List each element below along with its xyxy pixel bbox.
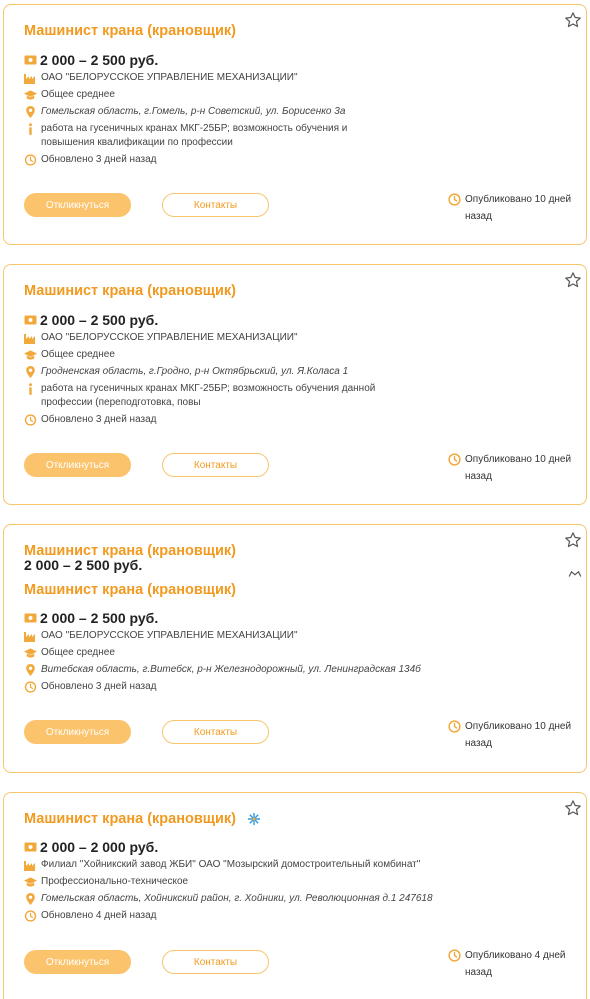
salary-value: 2 000 – 2 500 руб. bbox=[40, 610, 159, 626]
graduation-cap-icon bbox=[24, 349, 37, 361]
vacancy-card[interactable] bbox=[3, 264, 587, 505]
updated-text: Обновлено 3 дней назад bbox=[41, 681, 157, 692]
vacancy-title-text: Машинист крана (крановщик) bbox=[24, 811, 236, 827]
clock-icon bbox=[448, 193, 461, 206]
star-icon[interactable] bbox=[564, 11, 582, 29]
respond-button[interactable]: Откликнуться bbox=[24, 453, 131, 477]
company-name: ОАО "БЕЛОРУССКОЕ УПРАВЛЕНИЕ МЕХАНИЗАЦИИ" bbox=[41, 332, 298, 343]
company-row bbox=[24, 71, 424, 85]
published-info bbox=[448, 191, 583, 225]
money-icon bbox=[24, 842, 37, 852]
location-pin-icon bbox=[24, 893, 37, 905]
published-text: Опубликовано 4 дней назад bbox=[465, 950, 566, 978]
education: Общее среднее bbox=[41, 89, 115, 100]
factory-icon bbox=[24, 630, 37, 642]
clock-icon bbox=[24, 910, 37, 922]
money-icon bbox=[24, 315, 37, 325]
address: Гомельская область, Хойникский район, г. Хойники, ул. Революционная д.1 247618 bbox=[41, 893, 433, 904]
company-row bbox=[24, 629, 424, 643]
updated-text: Обновлено 3 дней назад bbox=[41, 154, 157, 165]
address: Гродненская область, г.Гродно, р-н Октябрьский, ул. Я.Коласа 1 bbox=[41, 366, 349, 377]
clock-icon bbox=[448, 949, 461, 962]
factory-icon bbox=[24, 859, 37, 871]
graduation-cap-icon bbox=[24, 89, 37, 101]
salary-value: 2 000 – 2 000 руб. bbox=[40, 839, 159, 855]
company-name: Филиал "Хойникский завод ЖБИ" ОАО "Мозырский домостроительный комбинат" bbox=[41, 859, 421, 870]
published-info bbox=[448, 718, 583, 752]
info-icon bbox=[24, 123, 37, 135]
education: Общее среднее bbox=[41, 349, 115, 360]
updated-row bbox=[24, 909, 424, 923]
vacancy-card[interactable] bbox=[3, 524, 587, 773]
education-row bbox=[24, 646, 424, 660]
updated-row bbox=[24, 153, 424, 167]
address: Гомельская область, г.Гомель, р-н Советский, ул. Борисенко 3а bbox=[41, 106, 346, 117]
salary bbox=[24, 610, 158, 626]
clock-icon bbox=[448, 720, 461, 733]
respond-button[interactable]: Откликнуться bbox=[24, 720, 131, 744]
education-row bbox=[24, 348, 424, 362]
contacts-button[interactable]: Контакты bbox=[162, 720, 269, 744]
clock-icon bbox=[24, 154, 37, 166]
job-info: работа на гусеничных кранах МКГ-25БР; возможность обучения и повышения квалификации по профессии bbox=[41, 123, 348, 148]
address: Витебская область, г.Витебск, р-н Железнодорожный, ул. Ленинградская 134б bbox=[41, 664, 421, 675]
published-info bbox=[448, 947, 583, 981]
star-icon[interactable] bbox=[564, 799, 582, 817]
salary-fragment: 2 000 – 2 500 руб. bbox=[24, 557, 143, 573]
job-info: работа на гусеничных кранах МКГ-25БР; возможность обучения данной профессии (переподготовка, повы bbox=[41, 383, 376, 408]
contacts-button[interactable]: Контакты bbox=[162, 453, 269, 477]
address-row bbox=[24, 365, 424, 379]
vacancy-title[interactable]: Машинист крана (крановщик) bbox=[24, 543, 236, 559]
vacancy-title[interactable]: Машинист крана (крановщик) bbox=[24, 23, 236, 39]
vacancy-card[interactable] bbox=[3, 792, 587, 999]
money-icon bbox=[24, 613, 37, 623]
published-info bbox=[448, 451, 583, 485]
company-name: ОАО "БЕЛОРУССКОЕ УПРАВЛЕНИЕ МЕХАНИЗАЦИИ" bbox=[41, 72, 298, 83]
company-row bbox=[24, 858, 544, 872]
money-icon bbox=[24, 55, 37, 65]
updated-row bbox=[24, 413, 424, 427]
location-pin-icon bbox=[24, 366, 37, 378]
clock-icon bbox=[24, 681, 37, 693]
salary bbox=[24, 839, 158, 855]
location-pin-icon bbox=[24, 106, 37, 118]
address-row bbox=[24, 663, 424, 677]
contacts-button[interactable]: Контакты bbox=[162, 950, 269, 974]
respond-button[interactable]: Откликнуться bbox=[24, 950, 131, 974]
education-row bbox=[24, 88, 424, 102]
salary-value: 2 000 – 2 500 руб. bbox=[40, 312, 159, 328]
vacancy-title[interactable]: Машинист крана (крановщик) bbox=[24, 283, 236, 299]
star-icon[interactable] bbox=[564, 271, 582, 289]
updated-row bbox=[24, 680, 424, 694]
updated-text: Обновлено 4 дней назад bbox=[41, 910, 157, 921]
salary-value: 2 000 – 2 500 руб. bbox=[40, 52, 159, 68]
location-pin-icon bbox=[24, 664, 37, 676]
updated-text: Обновлено 3 дней назад bbox=[41, 414, 157, 425]
star-icon[interactable] bbox=[564, 531, 582, 549]
education-row bbox=[24, 875, 424, 889]
salary bbox=[24, 52, 158, 68]
published-text: Опубликовано 10 дней назад bbox=[465, 194, 572, 222]
salary bbox=[24, 312, 158, 328]
info-row bbox=[24, 122, 399, 150]
company-name: ОАО "БЕЛОРУССКОЕ УПРАВЛЕНИЕ МЕХАНИЗАЦИИ" bbox=[41, 630, 298, 641]
sparkle-icon bbox=[248, 813, 260, 825]
vacancy-title[interactable] bbox=[24, 811, 260, 827]
education: Профессионально-техническое bbox=[41, 876, 189, 887]
company-row bbox=[24, 331, 424, 345]
info-icon bbox=[24, 383, 37, 395]
address-row bbox=[24, 892, 544, 906]
graduation-cap-icon bbox=[24, 876, 37, 888]
vacancy-title-overlap[interactable]: Машинист крана (крановщик) bbox=[24, 582, 236, 598]
published-text: Опубликовано 10 дней назад bbox=[465, 454, 572, 482]
published-text: Опубликовано 10 дней назад bbox=[465, 721, 572, 749]
education: Общее среднее bbox=[41, 647, 115, 658]
info-row bbox=[24, 382, 399, 410]
clock-icon bbox=[24, 414, 37, 426]
respond-button[interactable]: Откликнуться bbox=[24, 193, 131, 217]
address-row bbox=[24, 105, 424, 119]
graduation-cap-icon bbox=[24, 647, 37, 659]
factory-icon bbox=[24, 332, 37, 344]
clock-icon bbox=[448, 453, 461, 466]
factory-icon bbox=[24, 72, 37, 84]
vacancy-card[interactable] bbox=[3, 4, 587, 245]
star-icon-fragment bbox=[568, 569, 582, 577]
contacts-button[interactable]: Контакты bbox=[162, 193, 269, 217]
